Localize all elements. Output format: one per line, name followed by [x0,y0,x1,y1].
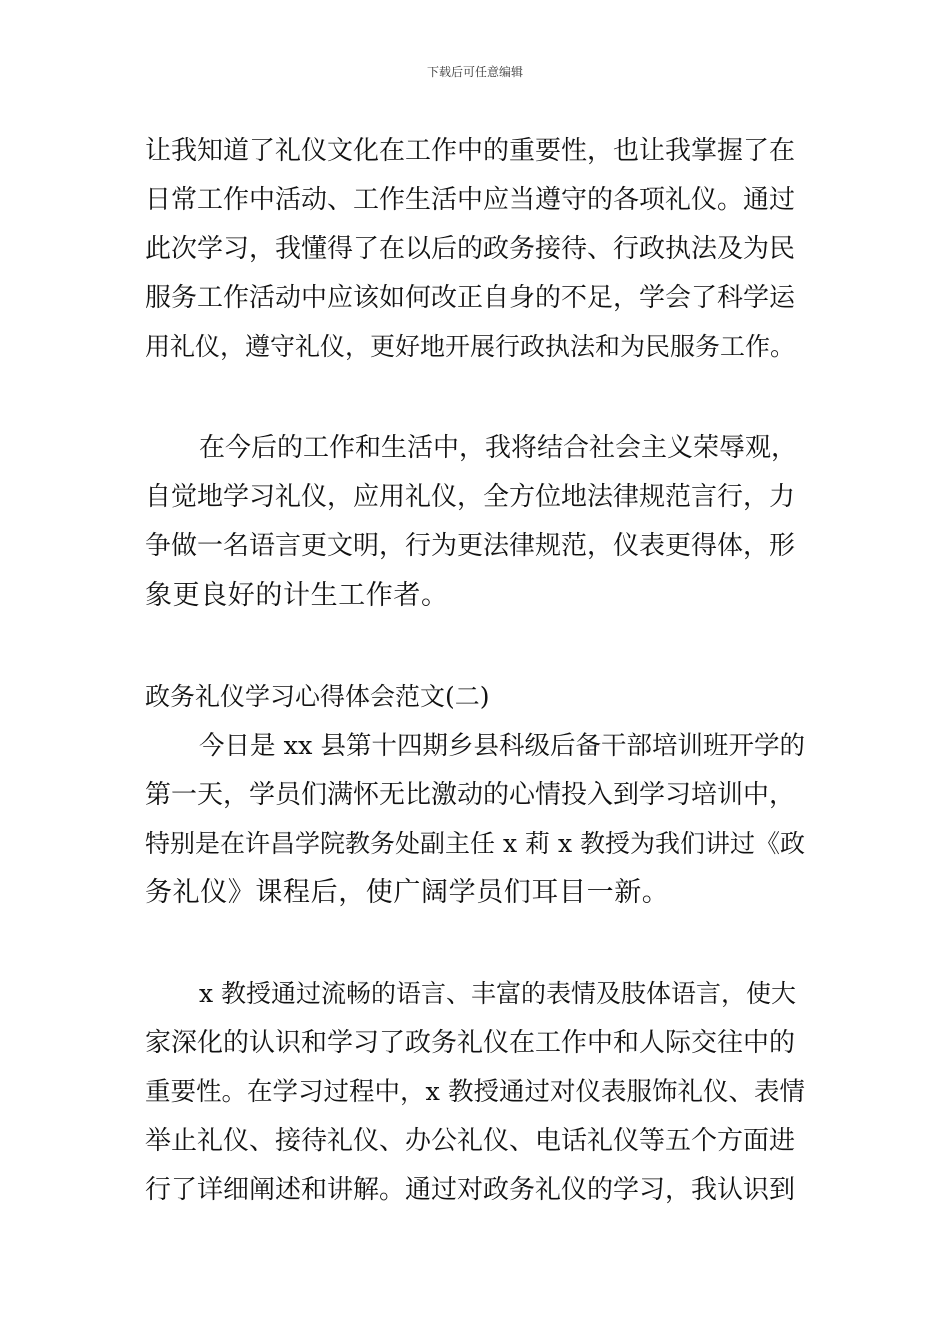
paragraph-4-line-2: 家深化的认识和学习了政务礼仪在工作中和人际交往中的 [145,1028,796,1058]
paragraph-1-line-1: 让我知道了礼仪文化在工作中的重要性，也让我掌握了在 [145,136,796,166]
paragraph-3-line-3: 特别是在许昌学院教务处副主任 x 莉 x 教授为我们讲过《政 [145,829,805,858]
paragraph-4-line-5: 行了详细阐述和讲解。通过对政务礼仪的学习，我认识到 [145,1175,796,1205]
page-header-note: 下载后可任意编辑 [426,65,523,79]
paragraph-1-line-5: 用礼仪，遵守礼仪，更好地开展行政执法和为民服务工作。 [145,332,796,361]
paragraph-2-line-3: 争做一名语言更文明，行为更法律规范，仪表更得体，形 [145,531,796,561]
paragraph-3-line-4: 务礼仪》课程后，使广阔学员们耳目一新。 [145,877,670,908]
paragraph-1-line-4: 服务工作活动中应该如何改正自身的不足，学会了科学运 [145,283,796,313]
paragraph-4-line-4: 举止礼仪、接待礼仪、办公礼仪、电话礼仪等五个方面进 [145,1126,796,1156]
paragraph-4-line-3: 重要性。在学习过程中，x 教授通过对仪表服饰礼仪、表情 [145,1077,805,1107]
paragraph-1-line-2: 日常工作中活动、工作生活中应当遵守的各项礼仪。通过 [145,185,796,215]
paragraph-2-line-2: 自觉地学习礼仪，应用礼仪，全方位地法律规范言行，力 [145,482,796,512]
paragraph-3-line-1: 今日是 xx 县第十四期乡县科级后备干部培训班开学的 [199,731,805,761]
paragraph-2-line-4: 象更良好的计生工作者。 [145,580,449,611]
paragraph-4-line-1: x 教授通过流畅的语言、丰富的表情及肢体语言，使大 [199,979,797,1008]
paragraph-1-line-3: 此次学习，我懂得了在以后的政务接待、行政执法及为民 [145,234,796,264]
paragraph-3-line-2: 第一天，学员们满怀无比激动的心情投入到学习培训中， [145,780,796,810]
section-heading: 政务礼仪学习心得体会范文(二) [145,682,490,711]
paragraph-2-line-1: 在今后的工作和生活中，我将结合社会主义荣辱观， [199,433,798,463]
